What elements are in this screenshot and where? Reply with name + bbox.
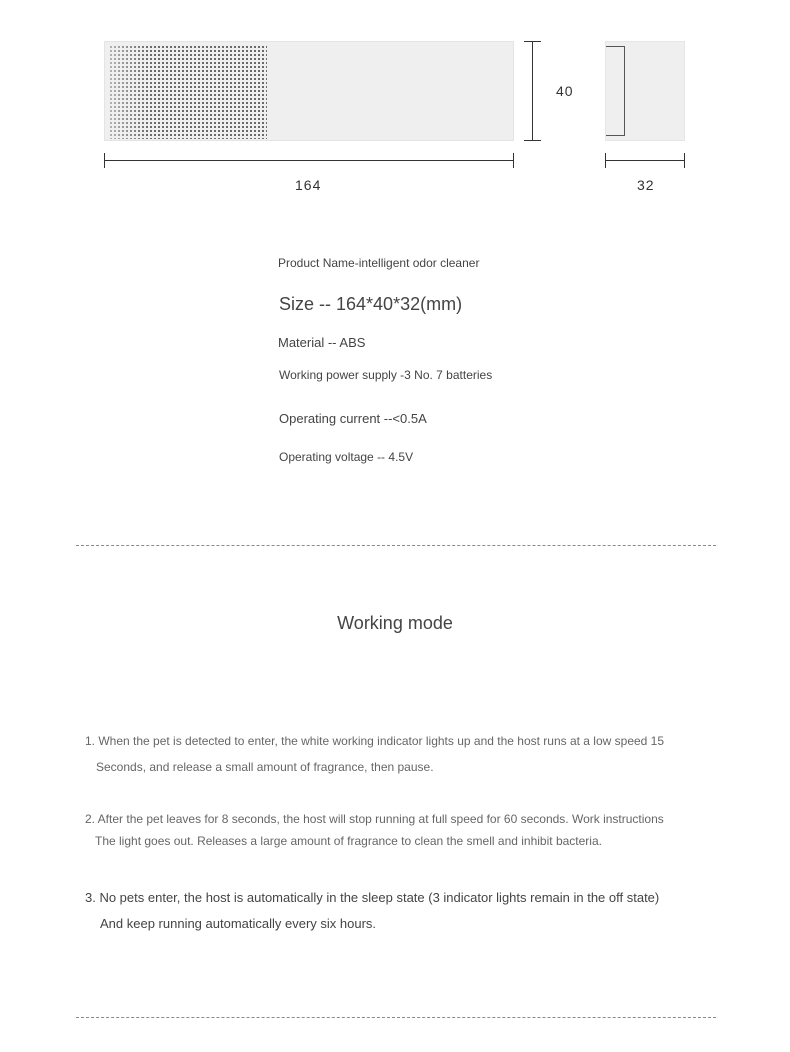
width-dimension-tick-left [605,153,606,168]
width-dimension-line [605,160,685,161]
step-1-line-1: 1. When the pet is detected to enter, the white working indicator lights up and the host runs at a low speed 15 [85,734,665,748]
spec-product-name: Product Name-intelligent odor cleaner [278,256,480,270]
spec-operating-current: Operating current --<0.5A [279,411,427,426]
step-1-line-2: Seconds, and release a small amount of fragrance, then pause. [96,760,434,774]
section-divider-top [76,545,716,546]
length-dimension-tick-right [513,153,514,168]
length-dimension-label: 164 [295,177,322,193]
spec-size: Size -- 164*40*32(mm) [279,294,463,314]
working-mode-title: Working mode [337,613,453,633]
step-2-line-1: 2. After the pet leaves for 8 seconds, the host will stop running at full speed for 60 seconds. Work instructions [85,812,664,826]
width-dimension-tick-right [684,153,685,168]
side-outline [606,46,625,136]
height-dimension-tick-bottom [524,140,541,141]
section-divider-bottom [76,1017,716,1018]
width-dimension-label: 32 [637,177,655,193]
length-dimension-tick-left [104,153,105,168]
step-3-line-2: And keep running automatically every six hours. [100,916,377,931]
height-dimension-label: 40 [556,83,574,99]
length-dimension-line [104,160,514,161]
height-dimension-line [532,41,533,141]
height-dimension-tick-top [524,41,541,42]
product-front-view [104,41,514,141]
step-2-line-2: The light goes out. Releases a large amount of fragrance to clean the smell and inhibit bacteria. [95,834,602,848]
spec-material: Material -- ABS [278,335,366,350]
product-side-view [605,41,685,141]
spec-power-supply: Working power supply -3 No. 7 batteries [279,368,493,382]
step-3-line-1: 3. No pets enter, the host is automatically in the sleep state (3 indicator lights remain in the off state) [85,890,660,905]
spec-operating-voltage: Operating voltage -- 4.5V [279,450,414,464]
